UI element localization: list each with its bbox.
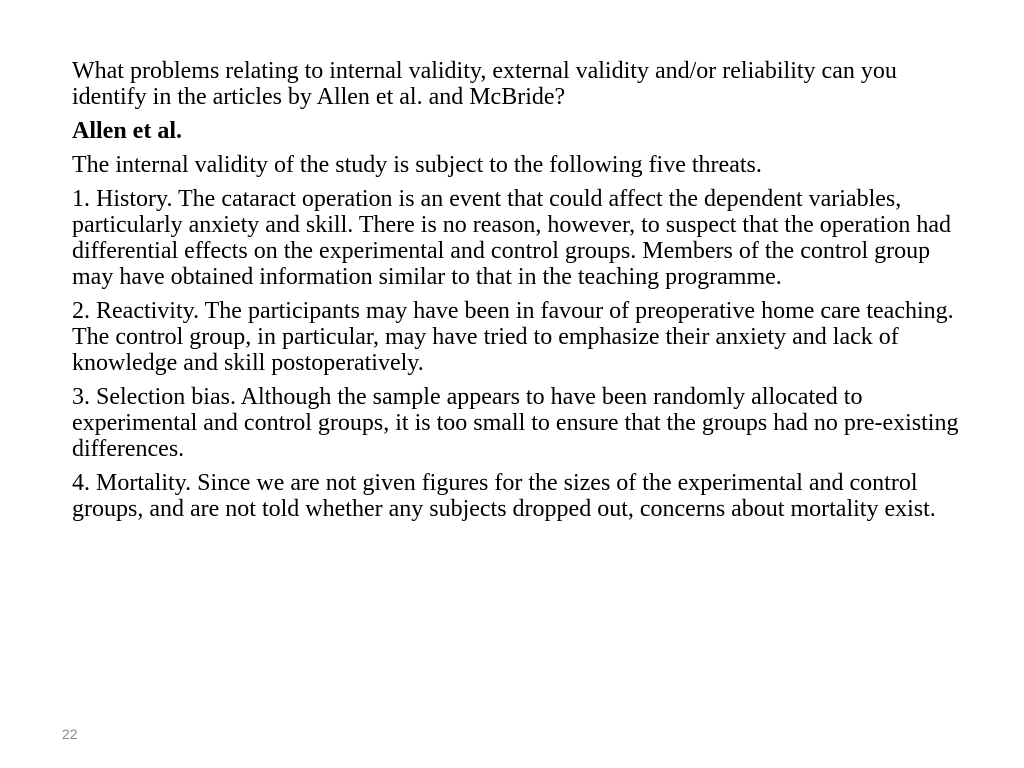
question-text: What problems relating to internal validity, external validity and/or reliability can you identify in the articles by Allen et al. and McBride? — [72, 58, 897, 110]
threat-reactivity: 2. Reactivity. The participants may have been in favour of preoperative home care teaching. The control group, in particular, may have tried to emphasize their anxiety and lack of knowledge and skill postoperatively. — [72, 298, 954, 376]
page-number: 22 — [62, 726, 78, 742]
threat-selection-bias: 3. Selection bias. Although the sample appears to have been randomly allocated to experimental and control groups, it is too small to ensure that the groups had no pre-existing differences. — [72, 384, 959, 462]
threat-history: 1. History. The cataract operation is an event that could affect the dependent variables, particularly anxiety and skill. There is no reason, however, to suspect that the operation had differential effects on the experimental and control groups. Members of the control group may have obtained information similar to that in the teaching programme. — [72, 186, 951, 290]
threat-mortality: 4. Mortality. Since we are not given figures for the sizes of the experimental and control groups, and are not told whether any subjects dropped out, concerns about mortality exist. — [72, 470, 936, 522]
intro-text: The internal validity of the study is subject to the following five threats. — [72, 152, 762, 178]
slide-body — [72, 58, 962, 530]
section-heading: Allen et al. — [72, 118, 182, 144]
